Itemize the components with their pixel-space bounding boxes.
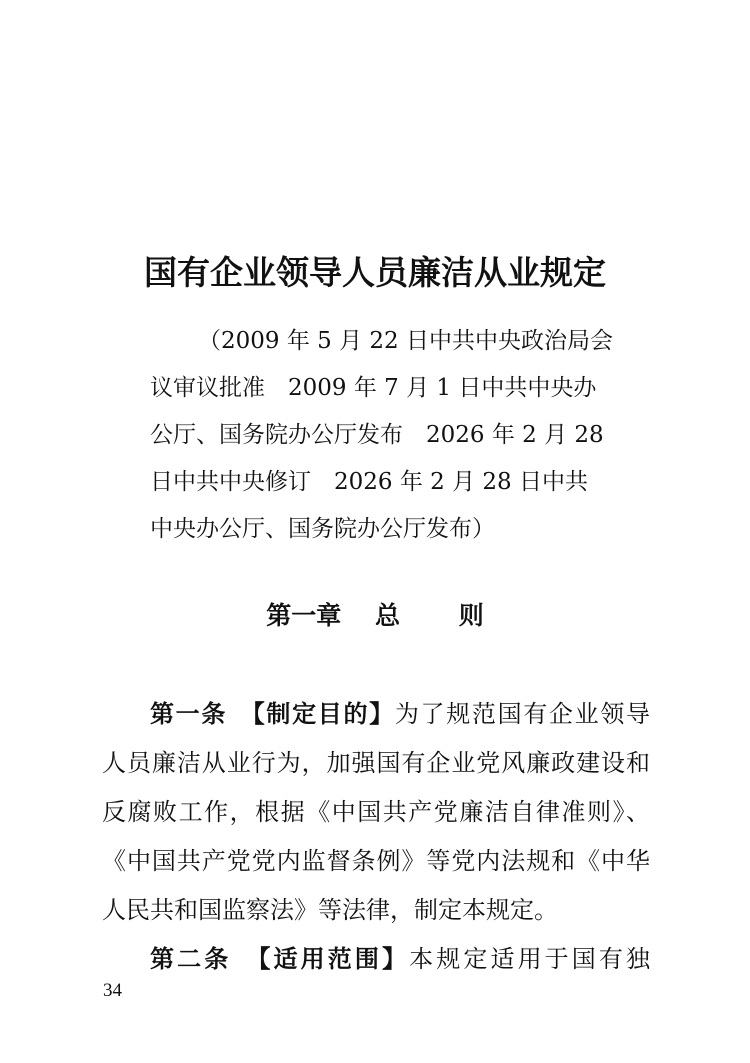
article-2-first-line [102,935,650,984]
note-line: （2009 年 5 月 22 日中共中央政治局会 [198,328,613,354]
note-line: 公厅、国务院办公厅发布 2026 年 2 月 28 [150,422,604,448]
note-line: 中央办公厅、国务院办公厅发布） [150,516,495,542]
document-title: 国有企业领导人员廉洁从业规定 [144,253,606,292]
chapter-heading: 第一章 总 则 [266,601,484,630]
article-1-line: 人员廉洁从业行为，加强国有企业党风廉政建设和 [102,749,650,777]
article-2-heading: 第二条 【适用范围】 [150,945,410,973]
article-1-line: 《中国共产党党内监督条例》等党内法规和《中华 [102,847,650,875]
article-1-first-line [102,690,650,739]
article-1-heading: 第一条 【制定目的】 [150,700,395,728]
note-line: 日中共中央修订 2026 年 2 月 28 日中共 [150,469,588,495]
article-2-text: 本规定适用于国有独 [409,945,651,973]
article-1-line: 反腐败工作，根据《中国共产党廉洁自律准则》、 [102,798,650,826]
note-line: 议审议批准 2009 年 7 月 1 日中共中央办 [150,375,597,401]
page-number: 34 [103,980,122,1001]
issuance-note [150,318,613,553]
article-1-text: 为了规范国有企业领导 [394,700,651,728]
article-1-line: 人民共和国监察法》等法律，制定本规定。 [102,896,558,924]
article-body [102,690,650,984]
